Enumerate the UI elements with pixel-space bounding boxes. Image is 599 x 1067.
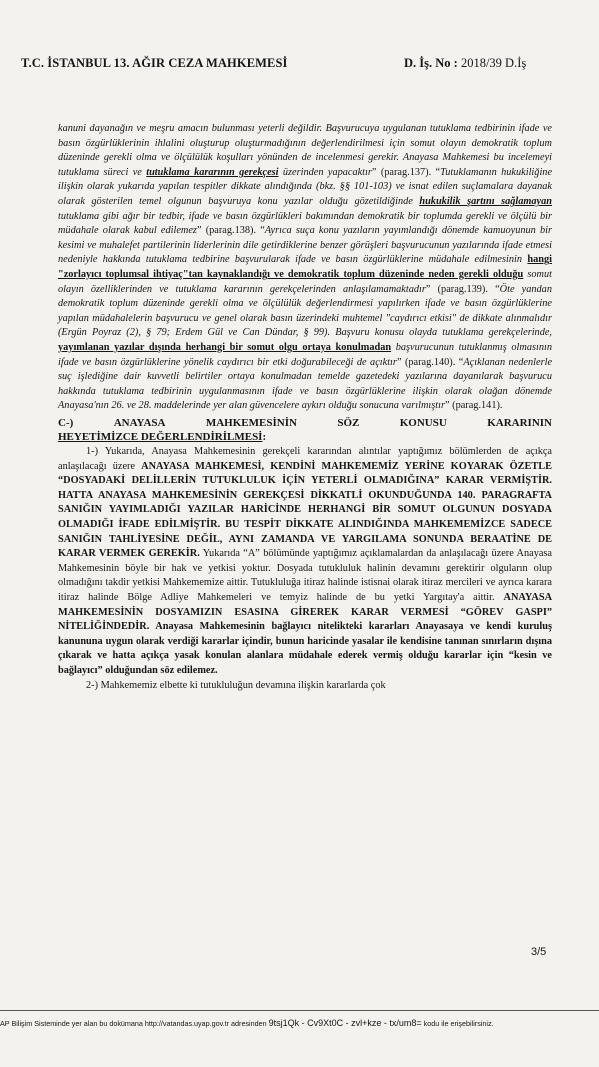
emphasis-text: yayımlanan yazılar dışında herhangi bir somut olgu ortaya konulmadan: [58, 341, 392, 353]
section-heading-word: SÖZ: [337, 416, 360, 429]
emphasis-text: hukukilik şartını sağlamayan: [419, 195, 552, 207]
file-number: [404, 56, 526, 71]
section-heading-line: [58, 416, 552, 431]
quote-text: Öte yandan demokratik toplum düzeninde gerekli olma ve ölçülülük değerlendirmesi yapılırken ifade ve basın özgürlüklerine yapılan müdahalelerin başvurucu ve genel olarak basın üzerindeki muhtemel "caydırıcı etkisi" de dikkate alınmalıdır (Ergün Poyraz (2), § 79; Erdem Gül ve Can Dündar, § 99). Başvuru konusu olayda tutuklama gerekçelerinde,: [58, 283, 552, 339]
verification-code: 9tsj1Qk - Cv9Xt0C - zvl+kze - tx/um8=: [268, 1018, 422, 1028]
bold-text: ANAYASA MAHKEMESİ, KENDİNİ MAHKEMEMİZ YERİNE KOYARAK ÖZETLE “DOSYADAKİ DELİLLERİN TUTUKLULUK İÇİN YETERLİ OLMADIĞINA” KARAR VERMİŞTİR. HATTA ANAYASA MAHKEMESİNİN GEREKÇESİ DİKKATLİ OKUNDUĞUNDA 140. PARAGRAFTA SANIĞIN YAYIMLADIĞI YAZILAR HARİCİNDE HERHANGİ BİR SOMUT OLGUNUN DOSYADA OLMADIĞI İFADE EDİLMİŞTİR. BU TESPİT DİKKATE ALINDIĞINDA MAHKEMEMİZCE SADECE SANIĞIN TAHLİYESİNE DEĞİL, AYNI ZAMANDA VE YARGILAMA SONUNDA BERAATİNE DE KARAR VERMEK GEREKİR.: [58, 460, 552, 560]
court-name: T.C. İSTANBUL 13. AĞIR CEZA MAHKEMESİ: [21, 56, 288, 70]
footer-text: kodu ile erişebilirsiniz.: [423, 1019, 494, 1028]
quote-text: tutuklama gibi ağır bir tedbir, ifade ve basın özgürlükleri bakımından demokratik bir toplumda gerekli ve ölçülü bir müdahale olarak kabul edilemez: [58, 210, 552, 237]
emphasis-text: tutuklama kararının gerekçesi: [146, 166, 279, 178]
section-heading-colon: :: [262, 431, 267, 444]
document-body: [58, 122, 552, 693]
emphasis-text: hangi "zorlayıcı toplumsal ihtiyaç"tan kaynaklandığı ve demokratik toplum düzeninde neden gerekli olduğu: [58, 254, 552, 280]
section-heading-word: HEYETİMİZCE DEĞERLENDİRİLMESİ: [58, 431, 263, 444]
footer: [0, 1018, 599, 1028]
citation-text: ” (parag.139). “: [425, 283, 500, 295]
section-heading: [58, 416, 552, 445]
body-text: Yukarıda “A” bölümünde yaptığımız açıklamalardan da anlaşılacağı üzere Anayasa Mahkemesinin böyle bir hak ve yetkisi yoktur. Dosyada tutukluluk halinin devamını gerektirir olguların olup olmadığını takdir yetkisi Mahkememize aittir. Tutukluluğa itiraz halinde istisnai olarak itiraz mercileri ve ayrıca karara itiraz halinde Bölge Adliye Mahkemeleri ve temyiz halinde de bu yetki Yargıtay'a aittir.: [58, 548, 552, 603]
citation-text: ” (parag.138). “: [196, 225, 265, 237]
body-paragraph: [58, 445, 552, 679]
section-heading-word: MAHKEMESİNİN: [205, 416, 297, 429]
quote-text: başvurucunun tutuklanmış olmasının ifade ve basın özgürlüklerine yönelik caydırıcı bir etki doğurabileceği de açıktır: [58, 341, 552, 368]
section-heading-word: KARARININ: [487, 416, 552, 429]
section-heading-word: KONUSU: [399, 416, 447, 429]
section-heading-word: C-): [58, 416, 74, 429]
citation-text: ” (parag.140). “: [396, 356, 464, 368]
footer-divider: [0, 1010, 599, 1011]
quote-text: Tutuklamanın hukukiliğine ilişkin olarak yukarıda yapılan tespitler dikkate alındığında (bkz. §§ 101-103) ve isnat edilen suçlamalara dayanak olarak gösterilen temel olgunun başvuruya konu yazılar olduğu gözetildiğinde: [58, 166, 553, 207]
quote-text: üzerinden yapacaktır: [278, 166, 372, 178]
file-number-label: D. İş. No :: [404, 56, 458, 70]
citation-text: ” (parag.137). “: [371, 166, 441, 178]
bold-text: ANAYASA MAHKEMESİNİN DOSYAMIZIN ESASINA GİREREK KARAR VERMESİ “GÖREV GASPI” NİTELİĞİNDEDİR. Anayasa Mahkemesinin bağlayıcı nitelikteki kararları Anayasaya ve kendi kuruluş kanununa uygun olarak verdiği kararlar içindir, bunun haricinde yasalar ile kendisine tanınan sınırların dışına çıkarak ve hatta açıkça yasak konulan alanlara müdahale ederek vermiş olduğu kararlar için “kesin ve bağlayıcı” olduğundan söz edilemez.: [58, 592, 552, 676]
section-heading-word: ANAYASA: [113, 416, 166, 429]
section-heading-line: [58, 430, 552, 445]
citation-text: ” (parag.141).: [445, 400, 503, 412]
quote-text: somut olayın özelliklerinden ve tutuklama kararının gerekçelerinden anlaşılamamaktadır: [58, 268, 552, 295]
quote-text: Ayrıca suça konu yazıların yayımlandığı dönemde kamuoyunun bir kesimi ve muhalefet partilerinin liderlerinin dile getirdiklerine benzer görüşleri başvurucunun yazılarında ifade etmesi nedeniyle hakkında tutuklama tedbirine başvurularak ifade ve basın özgürlüklerine müdahale edilmesinin: [58, 225, 553, 266]
footer-text: AP Bilişim Sisteminde yer alan bu dokümana http://vatandas.uyap.gov.tr adresinden: [0, 1019, 267, 1028]
body-text: 1-) Yukarıda, Anayasa Mahkemesinin gerekçeli kararından alıntılar yaptığımız bölümlerden de açıkça anlaşılacağı üzere: [58, 446, 552, 472]
quote-text: kanuni dayanağın ve meşru amacın bulunması yeterli değildir. Başvurucuya uygulanan tutuklama tedbirinin ifade ve basın özgürlüklerinin ihlalini oluşturup oluşturmadığının değerlendirilmesi için somut olayın demokratik toplum düzeninde gerekli olma ve ölçülülük koşulları yönünden de incelenmesi gerekir. Anayasa Mahkemesi bu incelemeyi tutuklama süreci ve: [58, 123, 552, 178]
file-number-value: 2018/39 D.İş: [460, 56, 527, 70]
body-paragraph: 2-) Mahkememiz elbette ki tutukluluğun devamına ilişkin kararlarda çok: [86, 679, 386, 691]
page-number: 3/5: [531, 946, 547, 958]
quote-text: Açıklanan nedenlerle suç işlediğine dair kuvvetli belirtiler ortaya konulmadan temelde gazetedeki yazılarına dayanılarak başvurucu hakkında tutuklama tedbirinin uygulanmasının ifade ve basın özgürlüklerine ilişkin olarak olağan dönemde Anayasa'nın 26. ve 28. maddelerinde yer alan güvencelere aykırı olduğu sonucuna varılmıştır: [58, 356, 553, 412]
quote-paragraph: [58, 122, 552, 414]
